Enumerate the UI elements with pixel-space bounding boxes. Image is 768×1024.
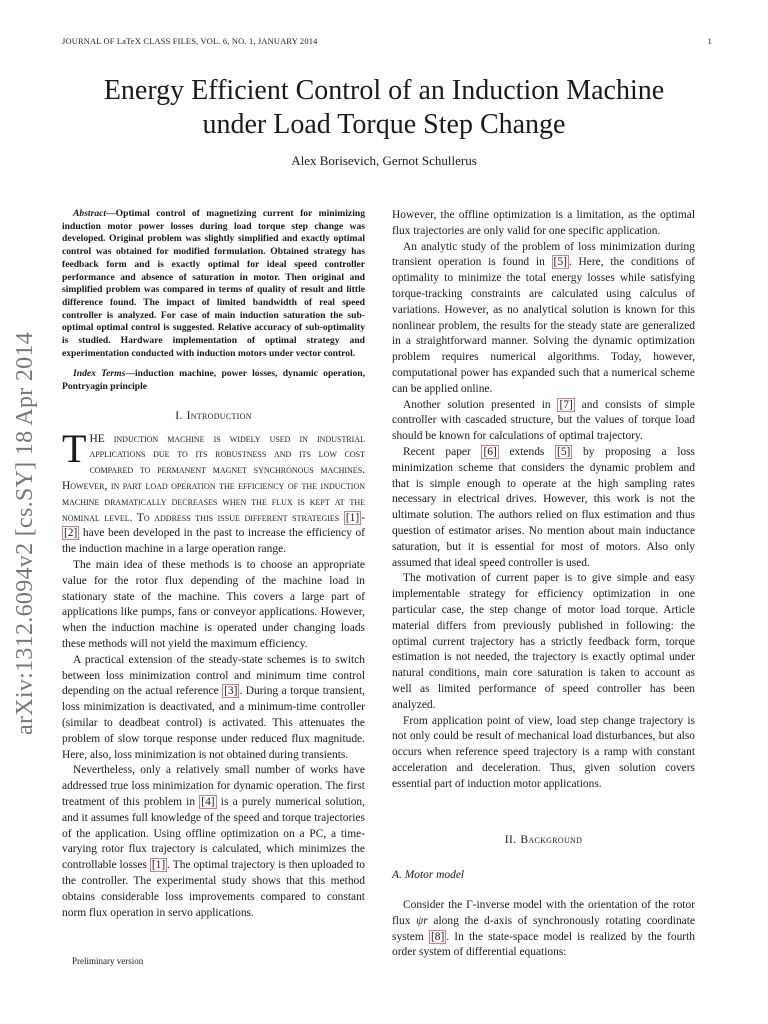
flux-symbol: ψr [416,914,428,927]
footer-note: Preliminary version [72,956,144,966]
citation-link[interactable]: [7] [559,398,573,411]
section-number: II. [504,833,517,847]
section-heading-background [392,832,695,848]
left-column [62,208,365,921]
citation-link[interactable]: [1] [151,859,166,872]
page-number: 1 [707,37,712,46]
authors: Alex Borisevich, Gernot Schullerus [291,153,477,168]
background-paragraph-1: Consider the Γ-inverse model with the orientation of the rotor flux ψr along the d-axis of synchronously rotating coordinate system [8] . In the state-space model is realized by the fourth order system of differential equations: [392,899,695,959]
intro-paragraph-6: An analytic study of the problem of loss minimization during transient operation is found in [5] . Here, the conditions of optimality to minimize the total energy losses while satisfying torque-tracking constraints are calculated using calculus of variations. However, as no analytical solution is known for this nonlinear problem, the results for the steady state are generalized in a straightforward manner. Solving the dynamic optimization problem requires numerical algorithms. Today, however, computational power has expanded such that a numerical scheme can be applied online. [392,240,695,395]
citation-link[interactable]: [3] [224,685,238,698]
intro-paragraph-3: A practical extension of the steady-state schemes is to switch between loss minimization control and minimum time control depending on the actual reference [3] . During a torque transient, loss minimization is deactivated, and a minimum-time controller (similar to deadbeat control) is activated. This attenuates the problem of slow torque response under reduced flux magnitude. Here, also, loss minimization is not obtained during transients. [62,653,365,761]
paper-title [40,74,728,142]
intro-paragraph-4: Nevertheless, only a relatively small number of works have addressed true loss minimization for dynamic operation. The first treatment of this problem in [4] is a purely numerical solution, and it assumes full knowledge of the speed and torque trajectories of the application. Using offline optimization on a PC, a time-varying rotor flux trajectory is calculated, which minimizes the controllable losses [1] . The optimal trajectory is then uploaded to the controller. The experimental study shows that this method obtains considerable loss improvements compared to constant norm flux operation in servo applications. [62,764,365,919]
citation-link[interactable]: [4] [201,795,215,808]
citation-link[interactable]: [8] [430,930,445,943]
intro-paragraph-2: The main idea of these methods is to choose an appropriate value for the rotor flux depending of the machine load in stationary state of the machine. This covers a large part of applications like pumps, fans or conveyor applications. However, when the induction machine is operated under changing loads these methods will not yield the maximum efficiency. [62,559,365,650]
section-heading-introduction [62,408,365,424]
abstract [62,208,365,360]
title-line-2: under Load Torque Step Change [202,109,566,140]
citation-link[interactable]: [5] [557,445,571,458]
section-title: Background [520,833,583,847]
journal-header: JOURNAL OF LaTeX CLASS FILES, VOL. 6, NO. 1, JANUARY 2014 [62,37,318,46]
title-line-1: Energy Efficient Control of an Induction Machine [103,75,665,106]
intro-paragraph-5: However, the offline optimization is a limitation, as the optimal flux trajectories are only valid for one specific application. [392,209,695,237]
drop-cap: T [62,425,87,471]
index-terms-lead: Index Terms [73,368,126,380]
citation-link[interactable]: [5] [553,256,567,269]
intro-paragraph-7: Another solution presented in [7] and consists of simple controller with cascaded structure, but the values of torque load should be known for calculations of optimal trajectory. [392,398,696,443]
intro-paragraph-1: THE induction machine is widely used in industrial applications due to its robustness and its low cost compared to permanent magnet synchronous machines. However, in part load operation the efficiency of the induction machine dramatically decreases when the flux is kept at the nominal level. To address this issue different strategies [1] -[2] have been developed in the past to increase the efficiency of the induction machine in a large operation range. [62,425,365,556]
running-header [62,37,712,49]
citation-link[interactable]: [1] [345,511,360,524]
section-title: Introduction [186,408,252,422]
arxiv-stamp: arXiv:1312.6094v2 [cs.SY] 18 Apr 2014 [12,331,38,735]
right-column [392,208,695,961]
index-terms-text: —induction machine, power losses, dynamic operation, Pontryagin principle [62,368,365,393]
index-terms [62,368,365,393]
intro-paragraph-8: Recent paper [6] extends [5] by proposing a loss minimization scheme that considers the dynamic problem and that is simple enough to operate at the high sampling rates necessary in electrical drives. However, this work is not the ultimate solution. The authors relied on flux estimation and thus question of estimator arises. No mention about main inductance saturation, but it is essential for most of motors. Also only assumed that ideal speed controller is used. [392,445,696,569]
citation-link[interactable]: [6] [483,445,497,458]
section-number: I. [175,408,183,422]
subsection-heading-motor-model: A. Motor model [392,869,465,882]
abstract-text: —Optimal control of magnetizing current for minimizing induction motor power losses during load torque step change was developed. Original problem was slightly simplified and exactly optimal control was obtained for modified formulation. Obtained strategy has feedback form and is exactly optimal for ideal speed controller performance and absence of saturation in motor. Then original and simplified problem was compared in terms of quality of result and little difference found. The impact of limited bandwidth of real speed controller is analyzed. For case of main induction saturation the sub-optimal optimal control is suggested. Relative accuracy of sub-optimality is studied. Hardware implementation of optimal strategy and experimentation conducted with induction motors under vector control. [62,208,365,359]
abstract-lead: Abstract [73,208,107,219]
citation-link[interactable]: [2] [64,527,78,540]
intro-paragraph-9: The motivation of current paper is to give simple and easy implementable strategy for efficiency optimization in one particular case, the step change of motor load torque. Article material differs from previously published in following: the optimal current trajectory has a strictly feedback form, torque estimation is not needed, the trajectory is exactly optimal under natural conditions, main core saturation is taken to account as well as limited performance of speed controller has been analyzed. [392,572,695,711]
intro-paragraph-10: From application point of view, load step change trajectory is not only could be result of mechanical load disturbances, but also occurs when reference speed trajectory is a ramp with constant acceleration and deceleration. Thus, given solution covers essential part of induction motor applications. [392,714,695,790]
